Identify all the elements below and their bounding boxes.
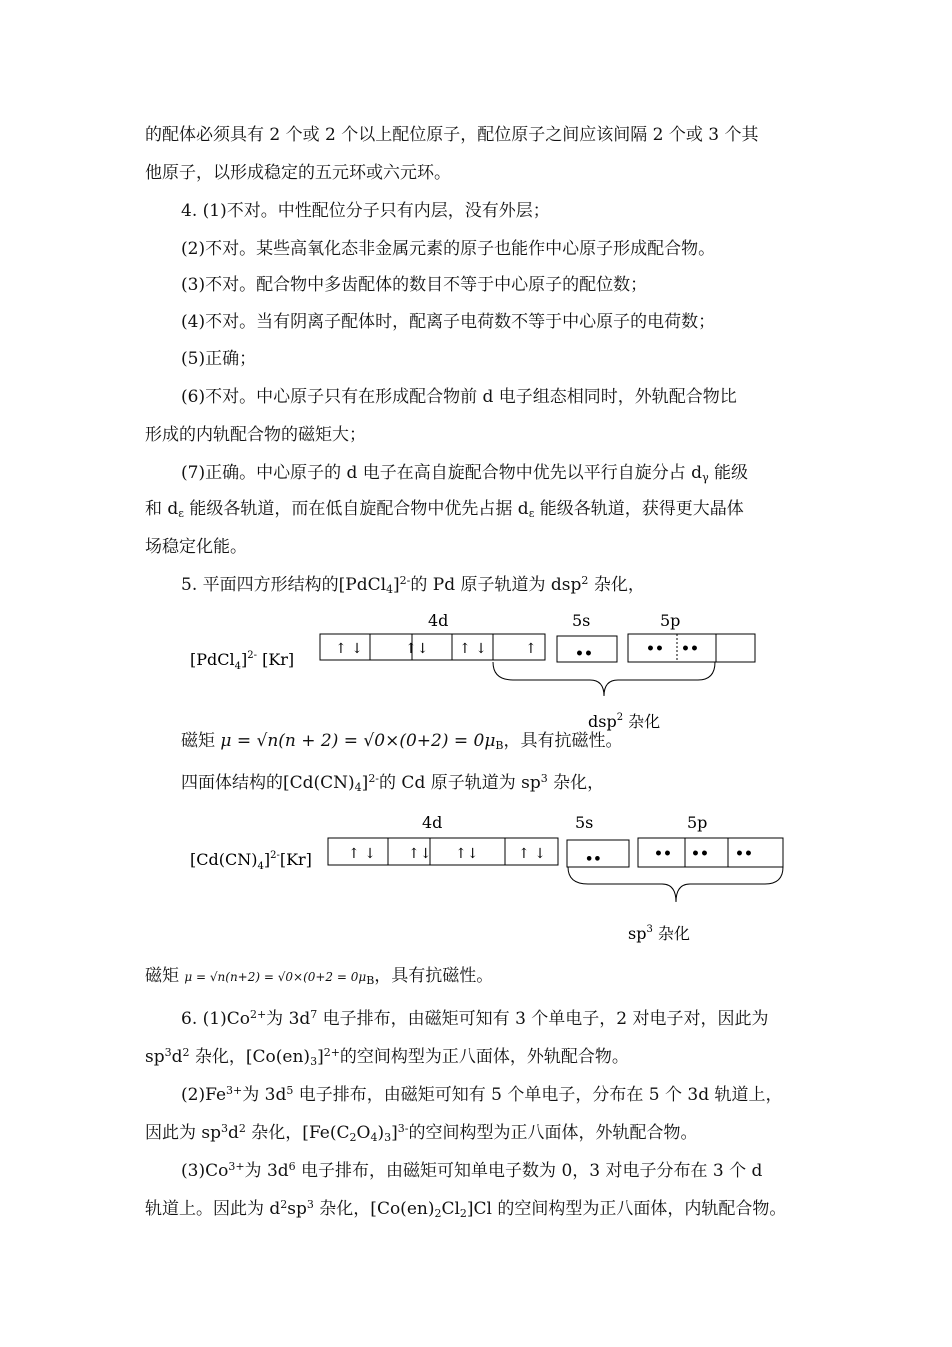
superscript: 2+ [323, 1046, 340, 1059]
text-line [145, 498, 744, 520]
answer-4-6 [181, 386, 737, 408]
pd-orbital-diagram [180, 608, 780, 733]
superscript: 3 [221, 1122, 229, 1135]
text: ，具有抗磁性。 [374, 966, 494, 986]
ligand-pair: •• [575, 646, 593, 662]
text: 电子排布，由磁矩可知有 3 个单电子，2 对电子对，因此为 [317, 1009, 769, 1029]
answer-6-2 [181, 1084, 783, 1106]
answer-5: 5. 平面四方形结构的[PdCl$_4$]$^{2-}$的 Pd 原子轨道为 dsp$^2$ 杂化， [181, 574, 645, 596]
text: sp [287, 1199, 307, 1219]
text: 杂化，[Co(en) [189, 1047, 311, 1067]
text: 因此为 sp [145, 1123, 222, 1143]
answer-6-3 [181, 1160, 762, 1182]
text: 场稳定化能。 [145, 537, 247, 557]
text: 的空间构型为正八面体，外轨配合物。 [339, 1047, 629, 1067]
text: 电子排布，由磁矩可知单电子数为 0，3 对电子分布在 3 个 d [295, 1161, 763, 1181]
answer-4-3 [181, 274, 647, 296]
text: ) [377, 1123, 385, 1143]
label-5p: 5p [687, 813, 708, 832]
text: 的配体必须具有 2 个或 2 个以上配位原子，配位原子之间应该间隔 2 个或 3 个其 [145, 125, 759, 145]
text: (2)Fe [181, 1085, 227, 1105]
subscript: B [366, 974, 375, 987]
text-line [145, 1198, 786, 1220]
text-line [145, 124, 759, 146]
text: 四面体结构的[Cd(CN) [181, 773, 355, 793]
superscript: 2 [182, 1046, 190, 1059]
subscript: B [495, 739, 504, 752]
superscript: 5 [286, 1084, 294, 1097]
text: ，具有抗磁性。 [503, 731, 623, 751]
text: 能级各轨道，获得更大晶体 [534, 499, 744, 519]
answer-6-1 [181, 1008, 769, 1030]
text-line [145, 424, 366, 446]
hybrid-label: $sp^3$ 杂化 [628, 924, 690, 943]
superscript: 3- [397, 1122, 409, 1135]
subscript: 3 [310, 1055, 318, 1068]
superscript: 2+ [249, 1008, 267, 1021]
label-5s: 5s [575, 813, 594, 832]
superscript: 2- [368, 772, 380, 785]
subscript: γ [702, 471, 709, 484]
text: (6)不对。中心原子只有在形成配合物前 d 电子组态相同时，外轨配合物比 [181, 387, 737, 407]
superscript: 3 [306, 1198, 314, 1211]
superscript: 2 [238, 1122, 246, 1135]
text: 杂化， [547, 773, 605, 793]
text-line: $sp^3d^2$ 杂化，$[Co(en)_3]^{2+}$的空间构型为正八面体，外轨配合物。 [145, 1046, 629, 1068]
text: 杂化，[Co(en) [313, 1199, 435, 1219]
text: (7)正确。中心原子的 d 电子在高自旋配合物中优先以平行自旋分占 d [181, 463, 703, 483]
ligand-pair: •• [585, 852, 602, 867]
text-line [145, 536, 247, 558]
text-line: 因此为 $sp^3d^2$ 杂化，$[Fe(C_2O_4)_3]^{3-}$的空间构型为正八面体，外轨配合物。 [145, 1122, 698, 1144]
magnetic-moment-1 [181, 730, 622, 752]
subscript: ε [178, 507, 184, 520]
label-5s: 5s [572, 611, 591, 630]
superscript: 3 [540, 772, 548, 785]
text: 5. 平面四方形结构的[PdCl [181, 575, 387, 595]
subscript: 4 [386, 583, 394, 596]
magnetic-moment-2 [145, 965, 493, 988]
superscript: 2 [581, 574, 589, 587]
text: (3)Co [181, 1161, 229, 1181]
text-line [145, 162, 451, 184]
text: d [171, 1047, 183, 1067]
text: (2)不对。某些高氧化态非金属元素的原子也能作中心原子形成配合物。 [181, 239, 716, 259]
ion-label: [PdCl$_4$]$^{2-}$ [Kr] [190, 650, 295, 672]
text: 磁矩 [145, 966, 179, 986]
superscript: 2 [280, 1198, 288, 1211]
ligand-pair: •• [691, 846, 709, 862]
formula: μ = √n(n+2) = √0×(0+2 = 0μ [184, 970, 367, 984]
text: 6. (1)Co [181, 1009, 250, 1029]
superscript: 7 [310, 1008, 318, 1021]
text: 的 Pd 原子轨道为 dsp [410, 575, 582, 595]
subscript: 3 [384, 1131, 392, 1144]
answer-4-7 [181, 462, 748, 484]
hybrid-label: dsp$^2$ 杂化 [588, 712, 661, 731]
superscript: 3+ [226, 1084, 243, 1097]
answer-4-1 [181, 200, 550, 222]
electron-pair: ↑ ↓ [459, 641, 487, 657]
subscript: ε [528, 507, 535, 520]
text: 的空间构型为正八面体，外轨配合物。 [408, 1123, 698, 1143]
superscript: 6 [288, 1160, 296, 1173]
label-4d: 4d [428, 611, 449, 630]
text: (5)正确； [181, 349, 257, 369]
text: (4)不对。当有阴离子配体时，配离子电荷数不等于中心原子的电荷数； [181, 312, 716, 332]
electron-pair: ↑↓ [455, 846, 479, 862]
electron-pair: ↑ ↓ [335, 641, 363, 657]
ligand-pair: •• [681, 641, 699, 657]
answer-4-4 [181, 311, 715, 333]
cd-orbital-diagram [180, 808, 795, 948]
electron-pair: ↑ ↓ [518, 846, 546, 862]
text: 他原子，以形成稳定的五元环或六元环。 [145, 163, 451, 183]
text: 能级 [708, 463, 749, 483]
text: 的 Cd 原子轨道为 sp [379, 773, 541, 793]
text: (3)不对。配合物中多齿配体的数目不等于中心原子的配位数； [181, 275, 648, 295]
cd-structure-text: 四面体结构的$[Cd(CN)_4]^{2-}$的 Cd 原子轨道为 $sp^3$ 杂化， [181, 772, 605, 794]
electron-single: ↑ [525, 641, 537, 657]
answer-4-2 [181, 238, 715, 260]
text: 杂化， [588, 575, 645, 595]
text: d [228, 1123, 239, 1143]
text: 磁矩 [181, 731, 215, 751]
subscript: 4 [370, 1131, 378, 1144]
text: 和 d [145, 499, 179, 519]
text: 4. (1)不对。中性配位分子只有内层，没有外层； [181, 201, 550, 221]
electron-pair: ↑↓ [408, 846, 432, 862]
subscript: 2 [349, 1131, 357, 1144]
electron-pair: ↑↓ [405, 641, 429, 657]
text: O [356, 1123, 371, 1143]
text: 为 3d [244, 1161, 289, 1181]
text: ]Cl 的空间构型为正八面体，内轨配合物。 [466, 1199, 787, 1219]
text: 轨道上。因此为 d [145, 1199, 281, 1219]
subscript: 2 [459, 1207, 467, 1220]
text: 杂化，[Fe(C [245, 1123, 350, 1143]
text: Cl [441, 1199, 460, 1219]
ion-label: $[Cd(CN)_4]^{2-}[Kr]$ [190, 850, 312, 872]
label-4d: 4d [422, 813, 443, 832]
hybrid-brace [493, 662, 715, 696]
label-5p: 5p [660, 611, 681, 630]
text: 能级各轨道，而在低自旋配合物中优先占据 d [184, 499, 529, 519]
text: sp [145, 1047, 165, 1067]
electron-pair: ↑ ↓ [348, 846, 376, 862]
formula: μ = √n(n + 2) = √0×(0+2) = 0μ [220, 731, 496, 751]
text: 为 3d [266, 1009, 311, 1029]
subscript: 2 [434, 1207, 442, 1220]
subscript: 4 [354, 781, 362, 794]
text: 电子排布，由磁矩可知有 5 个单电子，分布在 5 个 3d 轨道上， [293, 1085, 783, 1105]
ligand-pair: •• [646, 641, 664, 657]
superscript: 3+ [228, 1160, 245, 1173]
answer-4-5 [181, 348, 256, 370]
superscript: 2- [399, 574, 411, 587]
ligand-pair: •• [735, 846, 753, 862]
ligand-pair: •• [654, 846, 672, 862]
hybrid-brace [568, 867, 783, 902]
text: 为 3d [242, 1085, 287, 1105]
superscript: 3 [164, 1046, 172, 1059]
text: 形成的内轨配合物的磁矩大； [145, 425, 366, 445]
